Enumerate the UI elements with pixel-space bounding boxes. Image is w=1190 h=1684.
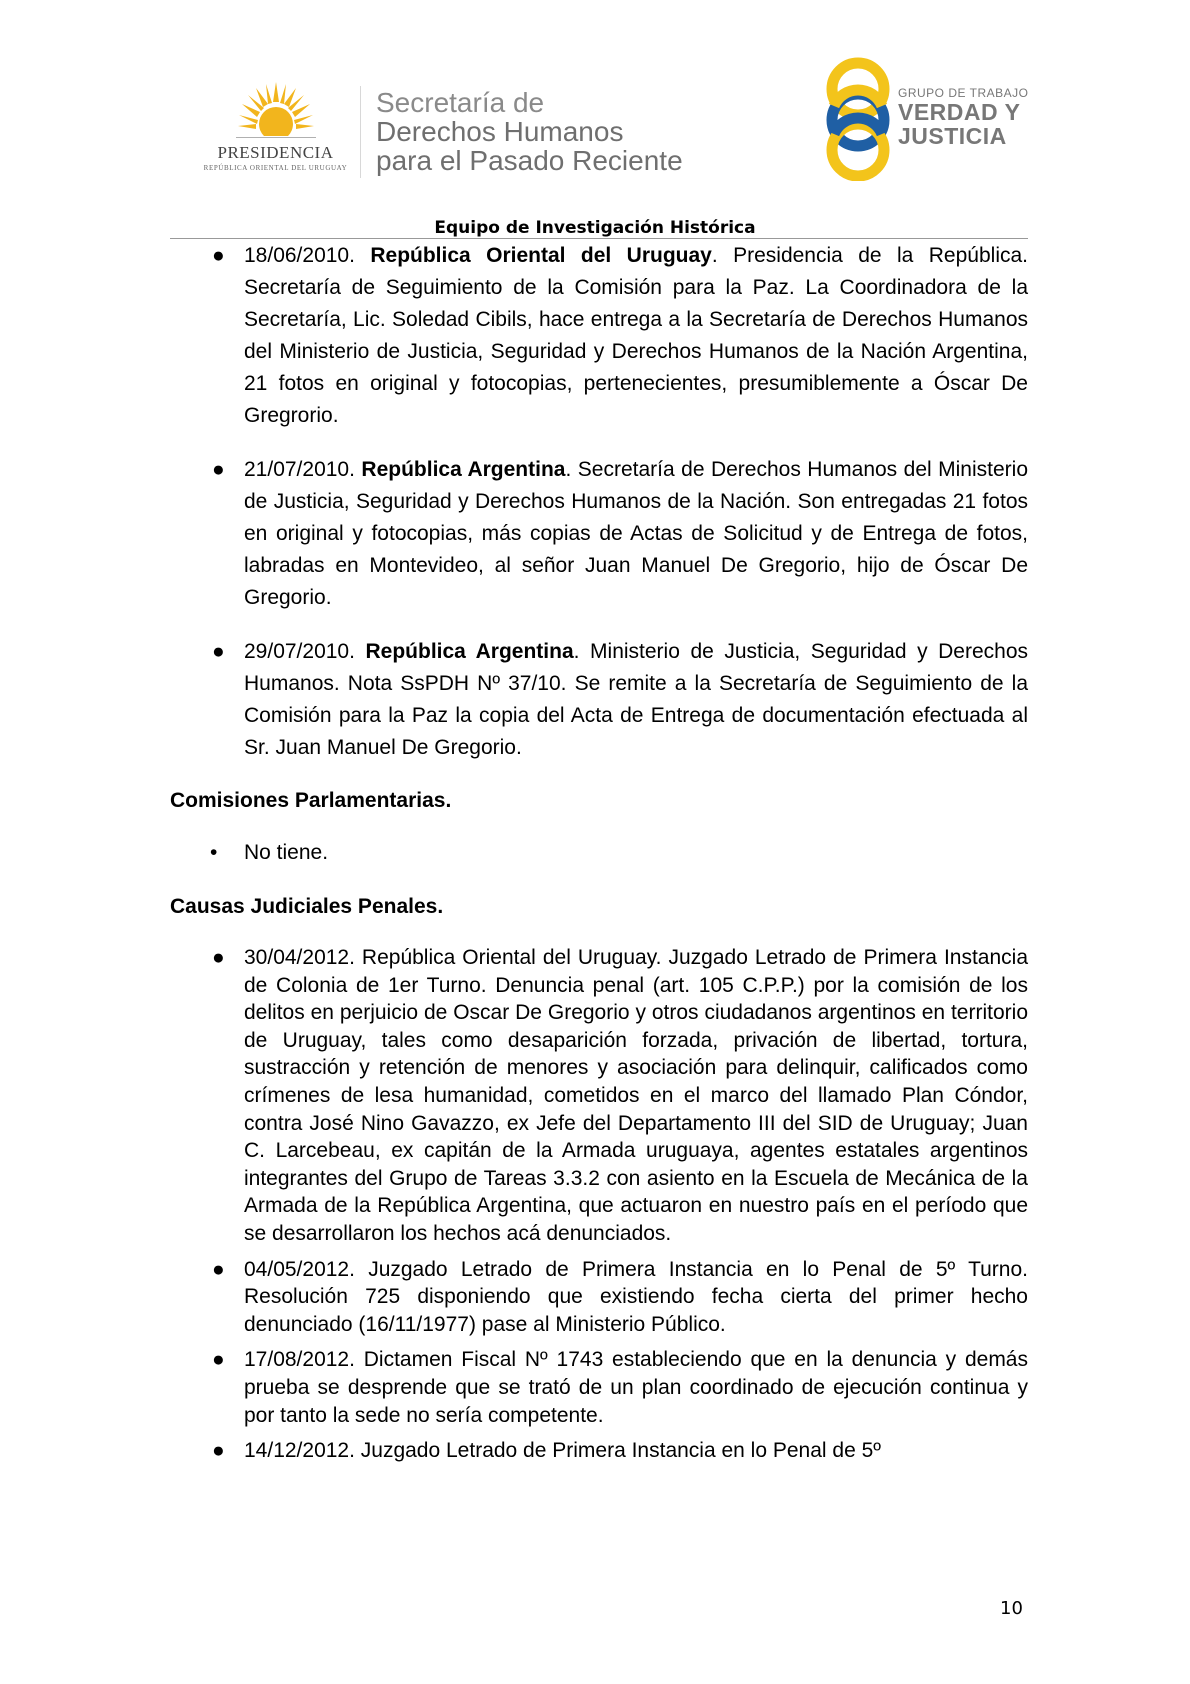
secretaria-line-3: para el Pasado Reciente [376, 145, 683, 176]
header-rule [170, 238, 1028, 239]
item-text: 04/05/2012. Juzgado Letrado de Primera Instancia en lo Penal de 5º Turno. Resolución 725 disponiendo que existiendo fecha cierta del primer hecho denunciado (16/11/1977) pase al Ministerio Público. [244, 1257, 1028, 1336]
gtvj-line-2: JUSTICIA [898, 123, 1007, 149]
item-entity: República Argentina [365, 640, 574, 663]
secretaria-line-2: Derechos Humanos [376, 116, 624, 147]
linked-rings-icon [822, 56, 894, 181]
header-divider [360, 86, 361, 178]
sun-icon [236, 80, 316, 142]
presidencia-name: PRESIDENCIA [217, 143, 334, 162]
item-text: . Secretaría de Derechos Humanos del Ministerio de Justicia, Seguridad y Derechos Humanos de la Nación. Son entregadas 21 fotos en original y fotocopias, más copias de Actas de Solicitud y de Entrega de fotos, labradas en Montevideo, al señor Juan Manuel De Gregorio, hijo de Óscar De Gregorio. [244, 458, 1029, 609]
item-text: 14/12/2012. Juzgado Letrado de Primera Instancia en lo Penal de 5º [244, 1439, 881, 1463]
item-text: 30/04/2012. República Oriental del Uruguay. Juzgado Letrado de Primera Instancia de Colonia de 1er Turno. Denuncia penal (art. 105 C.P.P.) por la comisión de los delitos en perjuicio de Oscar De Gregorio y otros ciudadanos argentinos en territorio de Uruguay, tales como desaparición forzada, privación de libertad, tortura, sustracción y retención de menores y asociación para delinquir, calificados como crímenes de lesa humanidad, cometidos en el marco del llamado Plan Cóndor, contra José Nino Gavazzo, ex Jefe del Departamento III del SID de Uruguay; Juan C. Larcebeau, ex capitán de la Armada uruguaya, agentes estatales argentinos integrantes del Grupo de Tareas 3.3.2 con asiento en la Escuela de Mecánica de la Armada de la República Argentina, que actuaron en nuestro país en el período que se desarrollaron los hechos acá denunciados. [244, 946, 1028, 1245]
secretaria-title [376, 88, 683, 175]
list-item [170, 1437, 1028, 1465]
bullet-icon: ● [212, 640, 225, 663]
presidencia-logo [198, 80, 353, 180]
item-date: 18/06/2010. [244, 244, 355, 267]
team-title: Equipo de Investigación Histórica [434, 218, 756, 238]
verdad-justicia-text [898, 86, 1028, 148]
section-heading-comisiones: Comisiones Parlamentarias. [170, 789, 452, 812]
document-body [170, 240, 1028, 1473]
list-item [170, 636, 1028, 764]
section-heading-causas: Causas Judiciales Penales. [170, 895, 444, 918]
item-text: No tiene. [244, 841, 329, 864]
page-header [0, 0, 1190, 240]
first-list [170, 240, 1028, 764]
item-text: 17/08/2012. Dictamen Fiscal Nº 1743 estableciendo que en la denuncia y demás prueba se desprende que se trató de un plan coordinado de ejecución continua y por tanto la sede no sería competente. [244, 1348, 1028, 1427]
bullet-icon: ● [212, 458, 225, 481]
list-item [170, 240, 1028, 432]
bullet-icon: ● [212, 946, 225, 969]
item-date: 29/07/2010. [244, 640, 355, 663]
item-date: 21/07/2010. [244, 458, 355, 481]
list-item [170, 454, 1028, 614]
bullet-icon: ● [212, 244, 225, 267]
verdad-justicia-logo [822, 56, 1032, 181]
item-text: . Presidencia de la República. Secretaría de Seguimiento de la Comisión para la Paz. La Coordinadora de la Secretaría, Lic. Soledad Cibils, hace entrega a la Secretaría de Derechos Humanos del Ministerio de Justicia, Seguridad y Derechos Humanos de la Nación Argentina, 21 fotos en original y fotocopias, pertenecientes, presumiblemente a Óscar De Gregrorio. [244, 244, 1028, 427]
list-item [170, 838, 1028, 868]
list-item [170, 944, 1028, 1248]
secretaria-line-1: Secretaría de [376, 87, 545, 118]
presidencia-subtitle: REPÚBLICA ORIENTAL DEL URUGUAY [203, 164, 348, 172]
gtvj-subtitle: GRUPO DE TRABAJO [898, 86, 1029, 100]
causas-list [170, 944, 1028, 1465]
item-entity: República Oriental del Uruguay [370, 244, 712, 267]
gtvj-line-1: VERDAD Y [898, 99, 1021, 125]
item-entity: República Argentina [361, 458, 566, 481]
bullet-icon: ● [212, 1348, 225, 1372]
item-text: . Ministerio de Justicia, Seguridad y Derechos Humanos. Nota SsPDH Nº 37/10. Se remite a la Secretaría de Seguimiento de la Comisión para la Paz la copia del Acta de Entrega de documentación efectuada al Sr. Juan Manuel De Gregorio. [244, 640, 1028, 759]
page-number: 10 [1000, 1598, 1023, 1619]
list-item [170, 1256, 1028, 1339]
bullet-icon: ● [212, 1439, 225, 1463]
bullet-icon: ● [212, 1257, 225, 1281]
list-item [170, 1346, 1028, 1429]
comisiones-list [170, 838, 1028, 868]
bullet-icon: • [210, 841, 218, 864]
